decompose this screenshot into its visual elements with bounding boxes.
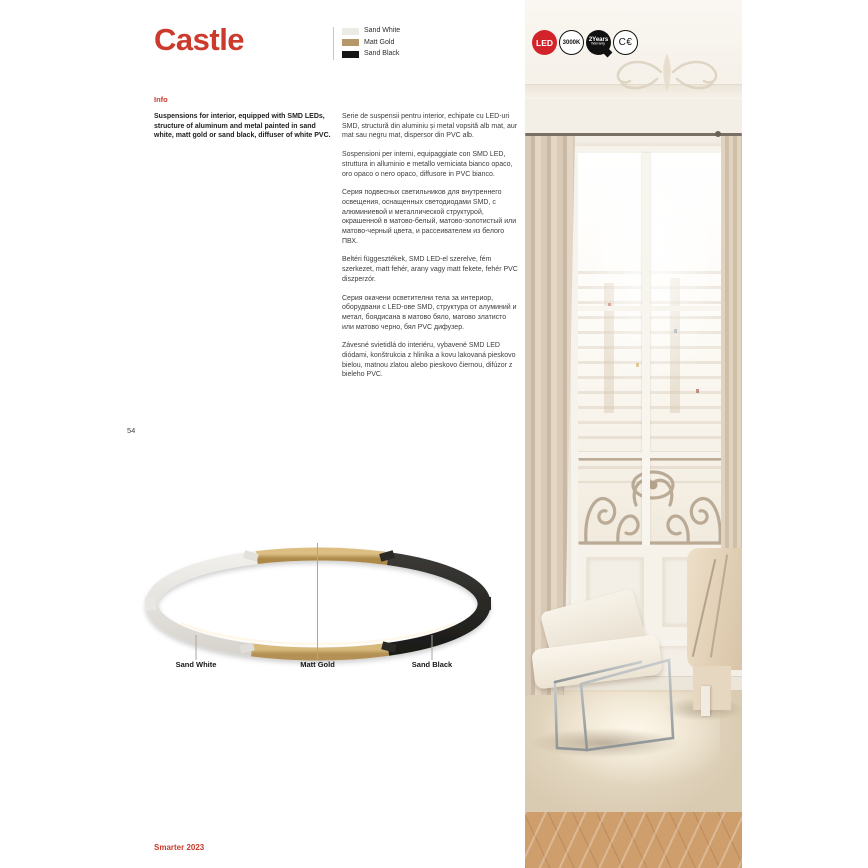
room-photo (525, 0, 742, 868)
curtain-rod-finial (715, 131, 721, 137)
finish-label: Sand Black (364, 50, 400, 57)
wood-floor (525, 812, 742, 868)
warranty-badge (586, 30, 611, 55)
window-glass (578, 153, 728, 545)
warranty-word-label: Warranty (591, 42, 606, 46)
chrome-armchair (525, 598, 693, 760)
description-romanian: Serie de suspensii pentru interior, echipate cu LED-uri SMD, structură din aluminiu și metal vopsită alb mat, aur mat sau negru mat, dispersor din PVC alb. (342, 113, 518, 140)
description-bulgarian: Серия окачени осветителни тела за интериор, оборудвани с LED-ове SMD, структура от алуминий и метал, боядисана в матово бяло, матово златисто или матово черно, бял PVC дифузер. (342, 294, 517, 331)
product-title: Castle (154, 22, 245, 57)
ceiling-ornament (591, 48, 742, 98)
ring-segment-matt-gold-bottom (252, 649, 388, 654)
window-light-glow (578, 153, 728, 403)
ce-mark-badge (613, 30, 638, 55)
finish-label: Sand White (364, 27, 401, 34)
description-italian: Sospensioni per interni, equipaggiate con SMD LED, struttura in alluminio e metallo verniciata bianco opaco, oro opaco o nero opaco, diffusore in PVC bianco. (342, 151, 513, 178)
curtain-rod (525, 133, 742, 136)
finish-legend (342, 27, 400, 62)
description-english: Suspensions for interior, equipped with SMD LEDs, structure of aluminum and metal painted in sand white, matt gold or sand black, diffuser of white PVC. (154, 113, 331, 140)
window-transom (578, 452, 728, 458)
ring-segment-sand-white (152, 558, 257, 650)
side-chair-base (693, 666, 731, 710)
window-mullion (642, 153, 650, 545)
sand-white-swatch (342, 28, 359, 35)
certification-badges (532, 30, 638, 55)
beige-side-chair (671, 548, 742, 720)
description-hungarian: Beltéri függesztékek, SMD LED-el szerelve, fém szerkezet, matt fehér, arany vagy matt fekete, fehér PVC diszperzór. (342, 256, 518, 283)
led-badge (532, 30, 557, 55)
variant-label-sand-white: Sand White (175, 660, 217, 669)
matt-gold-swatch (342, 39, 359, 46)
ring-segment-sand-black (388, 559, 484, 650)
variant-label-sand-black: Sand Black (411, 660, 453, 669)
product-figure (140, 538, 510, 683)
ring-lamp-illustration (140, 540, 500, 670)
description-translations (342, 112, 520, 389)
ce-mark-label: C€ (618, 37, 633, 48)
warranty-years-label: 2Years (588, 37, 609, 43)
finish-row-matt-gold (342, 39, 400, 47)
balcony-railing (578, 453, 728, 545)
info-heading: Info (154, 95, 168, 104)
finish-row-sand-black (342, 50, 400, 58)
variant-label-matt-gold: Matt Gold (300, 660, 335, 669)
page-number: 54 (127, 426, 136, 435)
curtain-right (721, 135, 742, 565)
color-temperature-badge (559, 30, 584, 55)
sand-black-swatch (342, 51, 359, 58)
led-badge-label: LED (536, 37, 553, 48)
description-russian: Серия подвесных светильников для внутреннего освещения, оснащенных светодиодами SMD, с алюминиевой и металлической структурой, окрашенной в матово-белый, матово-золотистый или матово-черный цвета, и рассеивателем из белого ПВХ. (342, 189, 517, 245)
finish-row-sand-white (342, 27, 400, 35)
side-chair-leg (701, 686, 710, 716)
chrome-frame (525, 598, 693, 760)
footer-brand: Smarter 2023 (154, 843, 205, 852)
description-slovak: Závesné svietidlá do interiéru, vybavené SMD LED diódami, konštrukcia z hliníka a kovu lakovaná pieskovo bielou, matnou zlatou alebo pieskovo čiernou, difúzor z bieleho PVC. (342, 342, 516, 379)
color-temperature-label: 3000K (562, 39, 581, 46)
window-transom (578, 306, 728, 311)
finish-label: Matt Gold (364, 38, 395, 46)
ring-segment-matt-gold-top (257, 554, 388, 559)
legend-divider (333, 27, 334, 60)
